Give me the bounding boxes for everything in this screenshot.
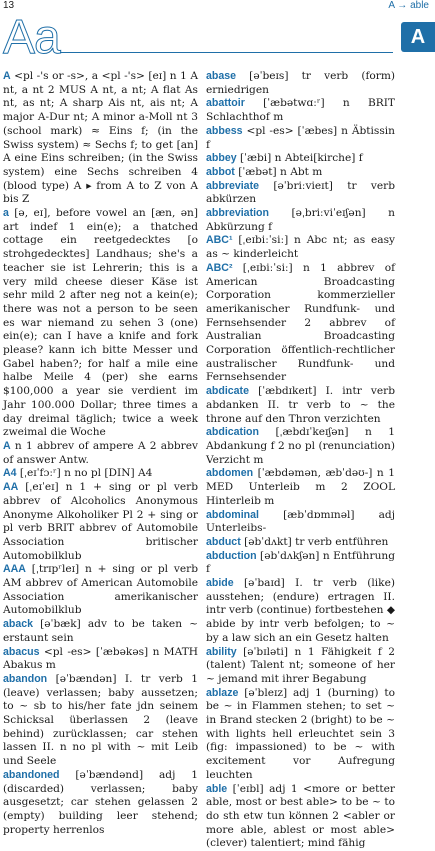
running-head: A → able bbox=[388, 0, 429, 11]
entry-body: [ˌeɪˈfɔːʳ] n no pl [DIN] A4 bbox=[16, 467, 153, 480]
section-rule bbox=[60, 52, 393, 53]
dictionary-entry bbox=[206, 207, 395, 234]
entry-headword: AA bbox=[3, 481, 19, 494]
entry-body: <pl -es> [ˈæbəkəs] n MATH Abakus m bbox=[3, 645, 198, 672]
dictionary-entry bbox=[206, 783, 395, 851]
entry-headword: abandoned bbox=[3, 768, 60, 781]
entry-body: [ˈeɪbl] adj 1 <more or better able, most or best able> to be ~ to do sth etw tun können 2 <abler or more able, ablest or most able> (clever) talentiert; mind fähig bbox=[206, 782, 395, 850]
dictionary-entry bbox=[3, 618, 198, 645]
entry-body: [əˈbɪləti] n 1 Fähigkeit f 2 (talent) Talent nt; someone of her ~ jemand mit ihrer Begabung bbox=[206, 645, 395, 685]
entry-headword: abattoir bbox=[206, 97, 245, 110]
entry-body: [əbˈdʌkt] tr verb entführen bbox=[240, 535, 389, 548]
entry-headword: abbreviate bbox=[206, 179, 259, 192]
entry-headword: aback bbox=[3, 618, 34, 631]
dictionary-entry bbox=[206, 550, 395, 577]
dictionary-entry bbox=[206, 166, 395, 180]
entry-headword: abdominal bbox=[206, 508, 259, 521]
dictionary-entry bbox=[3, 769, 198, 838]
dictionary-entry bbox=[206, 180, 395, 207]
entry-headword: abacus bbox=[3, 645, 40, 658]
entry-headword: abdicate bbox=[206, 385, 249, 398]
entry-headword: A bbox=[3, 70, 11, 82]
dictionary-entry bbox=[206, 426, 395, 467]
entry-headword: abase bbox=[206, 70, 237, 82]
entry-body: [ˌæbdɪˈkeɪʃən] n 1 Abdankung f 2 no pl (renunciation) Verzicht m bbox=[206, 426, 395, 466]
entry-headword: abdication bbox=[206, 426, 259, 439]
entry-body: [əˈbændənd] adj 1 (discarded) verlassen; baby ausgesetzt; car stehen gelassen 2 (empty) building leer stehend; property herrenlos bbox=[3, 768, 198, 836]
entry-body: [ˈæbdɪkeɪt] I. intr verb abdanken II. tr verb to ~ the throne auf den Thron verzichten bbox=[206, 385, 395, 425]
dictionary-entry bbox=[206, 687, 395, 783]
entry-body: [əˌbriːviˈeɪʃən] n Abkürzung f bbox=[206, 207, 395, 233]
entry-body: n 1 abbrev of ampere A 2 abbrev of answer Antw. bbox=[3, 439, 198, 466]
entry-headword: abbey bbox=[206, 152, 237, 165]
entry-body: [əˈbleɪz] adj 1 (burning) to be ~ in Flammen stehen; to set ~ in Brand stecken 2 (bright) to be ~ with lights hell erleuchtet sein 3 (fig: impassioned) to be ~ with excitement vor Aufregung leuchten bbox=[206, 686, 395, 781]
entry-body: [ˈæbi] n Abtei[kirche] f bbox=[236, 152, 363, 165]
entry-headword: abandon bbox=[3, 672, 48, 685]
entry-headword: able bbox=[206, 782, 228, 795]
dictionary-entry bbox=[206, 467, 395, 508]
entry-headword: ability bbox=[206, 645, 237, 658]
dictionary-entry bbox=[206, 509, 395, 536]
entry-headword: AAA bbox=[3, 563, 26, 576]
entry-headword: A4 bbox=[3, 467, 17, 480]
entry-body: [əˈbændən] I. tr verb 1 (leave) verlassen; baby aussetzen; to ~ sb to his/her fate jdn seinem Schicksal überlassen 2 (leave behind) zurücklassen; car stehen lassen II. n no pl with ~ mit Leib und Seele bbox=[3, 672, 198, 768]
entry-headword: ABC² bbox=[206, 261, 233, 274]
dictionary-entry bbox=[206, 385, 395, 426]
entry-body: [əˈbaɪd] I. tr verb (like) ausstehen; (endure) ertragen II. intr verb (continue) fortbestehen ◆ abide by intr verb befolgen; to ~ by a law sich an ein Gesetz halten bbox=[206, 577, 395, 644]
entry-body: [ˌeɪbiːˈsiː] n 1 abbrev of American Broadcasting Corporation kommerzieller amerikanischer Rundfunk- und Fernsehsender 2 abbrev of Australian Broadcasting Corporation öffentlich-rechtlicher australischer Rundfunk- und Fernsehsender bbox=[206, 261, 395, 384]
entry-headword: ABC¹ bbox=[206, 234, 233, 247]
entry-headword: abduction bbox=[206, 549, 257, 562]
dictionary-entry bbox=[3, 481, 198, 563]
page-header bbox=[0, 0, 435, 14]
entry-body: [əˈbæk] adv to be taken ~ erstaunt sein bbox=[3, 618, 198, 644]
dictionary-entry bbox=[3, 207, 198, 440]
entry-body: [ˌeɪbiːˈsiː] n Abc nt; as easy as ~ kinderleicht bbox=[206, 234, 395, 261]
entry-body: <pl -'s or -s>, a <pl -'s> [eɪ] n 1 A nt, a nt 2 MUS A nt, a nt; A flat As nt, as nt; A sharp Ais nt, ais nt; A major A-Dur nt; A minor a-Moll nt 3 (school mark) ≈ Eins f; (in the Swiss system) ≈ Sechs f; to get [an] A eine Eins schreiben; (in the Swiss system) eine Sechs schreiben 4 (blood type) A ▸ from A to Z von A bis Z bbox=[3, 70, 198, 206]
thumb-index-tab[interactable]: A bbox=[401, 22, 435, 52]
dictionary-entry bbox=[3, 467, 198, 481]
entry-headword: abbess bbox=[206, 124, 243, 137]
entry-body: [æbˈdɒmɪnəl] adj Unterleibs- bbox=[206, 508, 395, 535]
dictionary-entry bbox=[206, 234, 395, 261]
entry-body: [əˈbeɪs] tr verb (form) erniedrigen bbox=[206, 70, 395, 96]
entry-headword: abbreviation bbox=[206, 207, 269, 220]
entry-body: [əbˈdʌkʃən] n Entführung f bbox=[206, 549, 395, 576]
entry-headword: a bbox=[3, 207, 9, 220]
left-column bbox=[3, 70, 198, 837]
dictionary-entry bbox=[206, 577, 395, 646]
entry-headword: ablaze bbox=[206, 686, 239, 699]
entry-body: <pl -es> [ˈæbes] n Äbtissin f bbox=[206, 124, 395, 151]
dictionary-entry bbox=[206, 262, 395, 385]
dictionary-entry bbox=[3, 673, 198, 769]
entry-headword: abide bbox=[206, 577, 234, 590]
right-column bbox=[206, 70, 395, 851]
entry-body: [ə, eɪ], before vowel an [æn, ən] art indef 1 ein(e); a thatched cottage ein reetgedecktes [o strohgedecktes] Landhaus; she's a teacher sie ist Lehrerin; this is a very mild cheese dieser Käse ist sehr mild 2 after neg not a kein(e); there was not a person to be seen es war niemand zu sehen 3 (one) ein(e); can I have a knife and fork please? kann ich bitte Messer und Gabel haben?; for half a mile eine halbe Meile 4 (per) she earns $100,000 a year sie verdient im Jahr 100.000 Dollar; three times a day dreimal täglich; twice a week zweimal die Woche bbox=[3, 207, 198, 439]
dictionary-entry bbox=[206, 536, 395, 550]
entry-body: [əˈbriːvieɪt] tr verb abkürzen bbox=[206, 179, 395, 206]
entry-body: [ˈæbət] n Abt m bbox=[234, 165, 323, 178]
entry-headword: abbot bbox=[206, 165, 235, 178]
entry-headword: abduct bbox=[206, 535, 241, 548]
dictionary-entry bbox=[3, 563, 198, 618]
entry-body: [ˈæbdəmən, æbˈdəʊ-] n 1 MED Unterleib m 2 ZOOL Hinterleib m bbox=[206, 467, 395, 507]
section-letters: Aa bbox=[3, 11, 60, 64]
entry-body: [ˌtrɪpʳleɪ] n + sing or pl verb AM abbrev of American Automobile Association amerikanischer Automobilklub bbox=[3, 563, 198, 617]
dictionary-entry bbox=[3, 70, 198, 207]
entry-body: [ˈæbətwɑːʳ] n BRIT Schlachthof m bbox=[206, 97, 395, 124]
dictionary-entry bbox=[3, 646, 198, 673]
dictionary-entry bbox=[206, 70, 395, 97]
dictionary-entry bbox=[206, 97, 395, 124]
dictionary-entry bbox=[206, 125, 395, 152]
dictionary-entry bbox=[206, 152, 395, 166]
dictionary-entry bbox=[3, 440, 198, 467]
entry-headword: A bbox=[3, 439, 11, 452]
dictionary-entry bbox=[206, 646, 395, 687]
entry-headword: abdomen bbox=[206, 467, 254, 480]
page-number: 13 bbox=[3, 0, 15, 11]
entry-body: [ˌeɪˈeɪ] n 1 + sing or pl verb abbrev of Alcoholics Anonymous Anonyme Alkoholiker Pl 2 + sing or pl verb BRIT abbrev of Automobile Association britischer Automobilklub bbox=[3, 481, 198, 562]
